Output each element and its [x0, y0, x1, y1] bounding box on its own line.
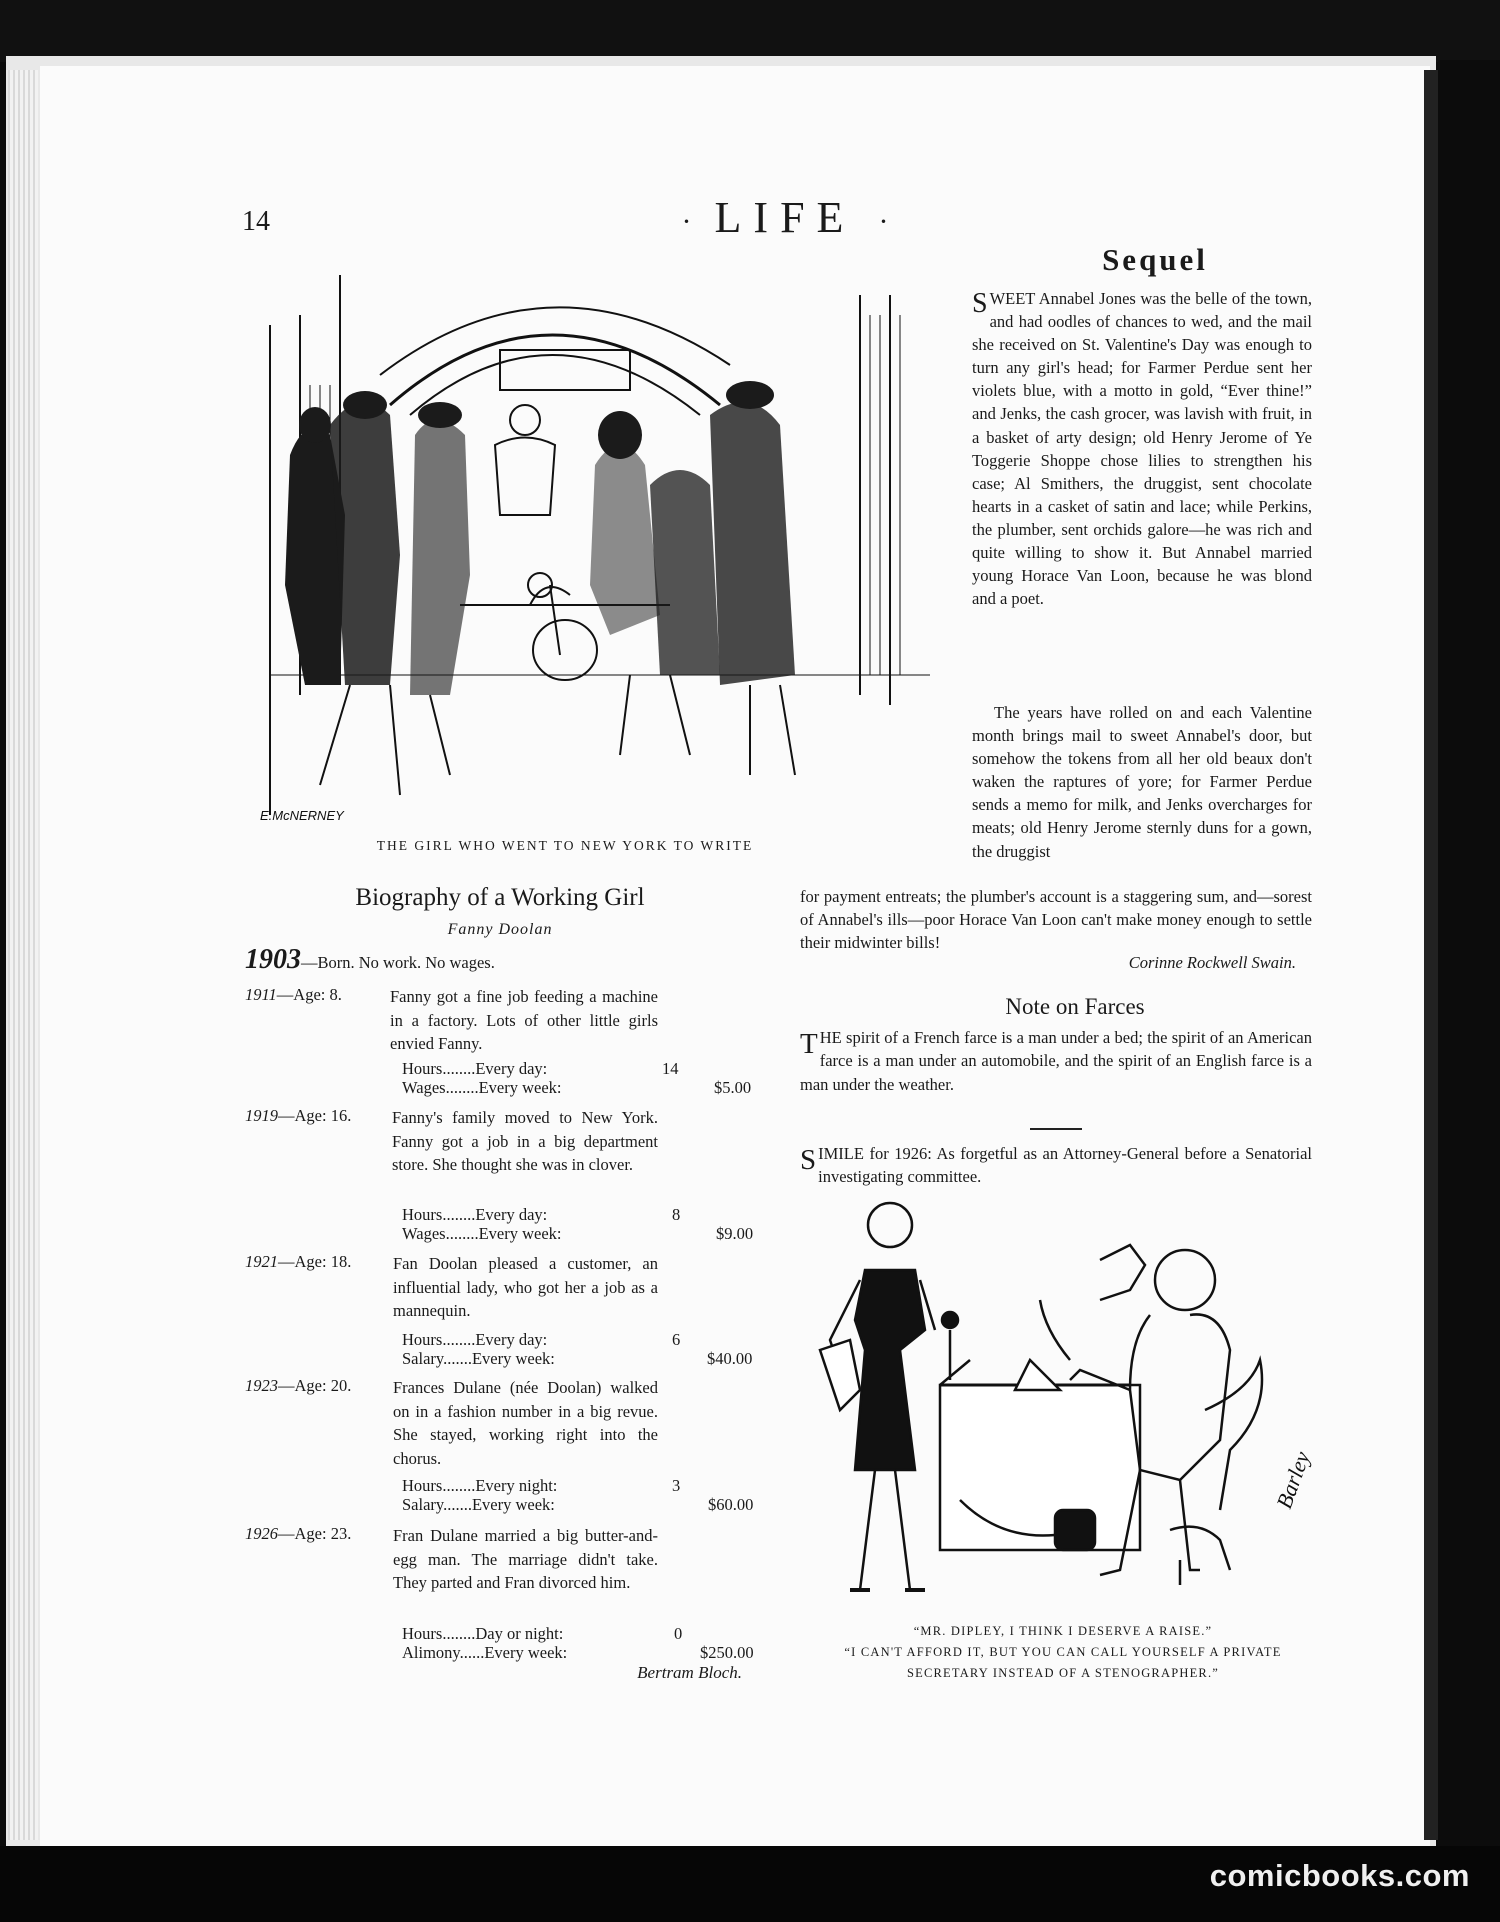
hours-label: Hours........Every night:: [402, 1476, 558, 1495]
hours-value: 8: [672, 1205, 681, 1224]
sequel-paragraph-1: [972, 287, 1312, 610]
born-text: —Born. No work. No wages.: [301, 953, 495, 972]
entry-hours-line: [402, 1059, 679, 1078]
hours-label: Hours........Every day:: [402, 1330, 548, 1349]
pay-label: Salary.......Every week:: [402, 1495, 555, 1514]
sequel-drop-cap: S: [972, 288, 988, 319]
simile-drop-cap: S: [800, 1144, 817, 1176]
farces-text: HE spirit of a French farce is a man under a bed; the spirit of an American farce is a man under an automobile, and the spirit of an English farce is a man under the weather.: [800, 1028, 1312, 1094]
biography-born-line: [245, 944, 665, 976]
entry-year: 1923: [245, 1376, 278, 1395]
binding-edge: [1424, 70, 1438, 1840]
scan-right-border: [1438, 60, 1500, 1860]
pay-value: $40.00: [707, 1349, 753, 1368]
pay-value: $5.00: [714, 1078, 752, 1097]
born-year: 1903: [245, 944, 301, 975]
bottom-cartoon-caption: [800, 1621, 1326, 1684]
masthead-title: LIFE: [714, 193, 856, 242]
sequel-paragraph-3: for payment entreats; the plumber's account is a staggering sum, and—sorest of Annabel's ills—poor Horace Van Loon can't make money enough to settle their midwinter bills!: [800, 887, 1312, 953]
pay-value: $250.00: [700, 1643, 754, 1662]
entry-text: Fran Dulane married a big butter-and-egg man. The marriage didn't take. They parted and Fran divorced him.: [393, 1526, 658, 1592]
farces-paragraph: [800, 1026, 1312, 1096]
entry-pay-line: [402, 1349, 753, 1368]
masthead-dot-right: ·: [878, 204, 889, 238]
entry-text: Fanny's family moved to New York. Fanny got a job in a big department store. She thought she was in clover.: [392, 1108, 658, 1174]
entry-pay-line: [402, 1078, 752, 1097]
biography-author: Bertram Bloch.: [637, 1663, 742, 1682]
entry-hours-line: [402, 1476, 681, 1495]
entry-hours-line: [402, 1205, 681, 1224]
pay-label: Wages........Every week:: [402, 1224, 562, 1243]
entry-heading: [245, 1252, 390, 1272]
sequel-p1-text: WEET Annabel Jones was the belle of the town, and had oodles of chances to wed, and the mail she received on St. Valentine's Day was enough to turn any girl's head; for Farmer Perdue sent her violets blue, with a motto in gold, “Ever thine!” and Jenks, the cash grocer, was lavish with fruit, in a basket of arty design; old Henry Jerome of Ye Toggerie Shoppe chose lilies to strengthen his case; Al Smithers, the druggist, sent chocolate hearts in a casket of satin and lace; while Perkins, the plumber, sent orchids galore—he was rich and quite willing to show it. But Annabel married young Horace Van Loon, because he was blond and a poet.: [972, 289, 1312, 609]
scan-top-border: [0, 0, 1500, 62]
entry-pay-line: [402, 1495, 754, 1514]
sequel-author: Corinne Rockwell Swain.: [1128, 953, 1296, 972]
pay-label: Wages........Every week:: [402, 1078, 562, 1097]
entry-year: 1926: [245, 1524, 278, 1543]
entry-age: —Age: 23.: [278, 1524, 352, 1543]
entry-hours-line: [402, 1330, 681, 1349]
pay-value: $60.00: [708, 1495, 754, 1514]
section-divider: [1030, 1128, 1082, 1130]
pay-label: Salary.......Every week:: [402, 1349, 555, 1368]
simile-text: IMILE for 1926: As forgetful as an Attorney-General before a Senatorial investigating committee.: [818, 1144, 1312, 1187]
page-stack-edge: [8, 70, 38, 1840]
hours-label: Hours........Day or night:: [402, 1624, 564, 1643]
hours-value: 14: [662, 1059, 679, 1078]
entry-hours-line: [402, 1624, 683, 1643]
farces-title: Note on Farces: [1005, 994, 1145, 1019]
entry-heading: [245, 1106, 385, 1126]
entry-pay-line: [402, 1643, 754, 1662]
masthead-dot-left: ·: [681, 204, 692, 238]
biography-title: Biography of a Working Girl: [355, 884, 645, 911]
biography-subtitle: Fanny Doolan: [447, 921, 553, 938]
entry-text: Fan Doolan pleased a customer, an influential lady, who got her a job as a mannequin.: [393, 1254, 658, 1320]
farces-drop-cap: T: [800, 1028, 818, 1060]
entry-year: 1919: [245, 1106, 278, 1125]
entry-age: —Age: 20.: [278, 1376, 352, 1395]
page-number: 14: [242, 206, 270, 237]
watermark: comicbooks.com: [1209, 1858, 1470, 1893]
hours-label: Hours........Every day:: [402, 1059, 548, 1078]
caption-line-3: SECRETARY INSTEAD OF A STENOGRAPHER.”: [906, 1666, 1220, 1680]
masthead: [670, 192, 900, 243]
cartoon-signature: Barley: [1271, 1448, 1315, 1512]
entry-text: Frances Dulane (née Doolan) walked on in a fashion number in a big revue. She stayed, working right into the chorus.: [393, 1378, 658, 1468]
entry-age: —Age: 16.: [278, 1106, 352, 1125]
top-cartoon-caption: THE GIRL WHO WENT TO NEW YORK TO WRITE: [376, 838, 754, 853]
sequel-paragraph-2: The years have rolled on and each Valentine month brings mail to sweet Annabel's door, but somehow the tokens from all her old beaux don't waken the raptures of yore; for Farmer Perdue sends a memo for milk, and Jenks overcharges for meats; old Henry Jerome sternly duns for a gown, the druggist: [972, 703, 1312, 861]
cartoon-office-raise: [800, 1190, 1330, 1610]
hours-value: 6: [672, 1330, 681, 1349]
pay-label: Alimony......Every week:: [402, 1643, 568, 1662]
entry-heading: [245, 1524, 390, 1544]
entry-age: —Age: 18.: [278, 1252, 352, 1271]
entry-year: 1911: [245, 985, 277, 1004]
caption-line-2: “I CAN'T AFFORD IT, BUT YOU CAN CALL YOURSELF A PRIVATE: [844, 1645, 1282, 1659]
svg-text:E.McNERNEY: E.McNERNEY: [260, 808, 344, 823]
entry-heading: [245, 1376, 390, 1396]
simile-paragraph: [800, 1142, 1312, 1189]
pay-value: $9.00: [716, 1224, 754, 1243]
cartoon-fountain-pen-shop: [250, 255, 940, 825]
caption-line-1: “MR. DIPLEY, I THINK I DESERVE A RAISE.”: [913, 1624, 1213, 1638]
entry-heading: [245, 985, 385, 1005]
entry-pay-line: [402, 1224, 754, 1243]
entry-text: Fanny got a fine job feeding a machine in a factory. Lots of other little girls envied Fanny.: [390, 987, 658, 1053]
hours-value: 3: [672, 1476, 681, 1495]
hours-label: Hours........Every day:: [402, 1205, 548, 1224]
entry-year: 1921: [245, 1252, 278, 1271]
hours-value: 0: [674, 1624, 683, 1643]
sequel-title: Sequel: [1102, 242, 1208, 277]
entry-age: —Age: 8.: [276, 985, 342, 1004]
